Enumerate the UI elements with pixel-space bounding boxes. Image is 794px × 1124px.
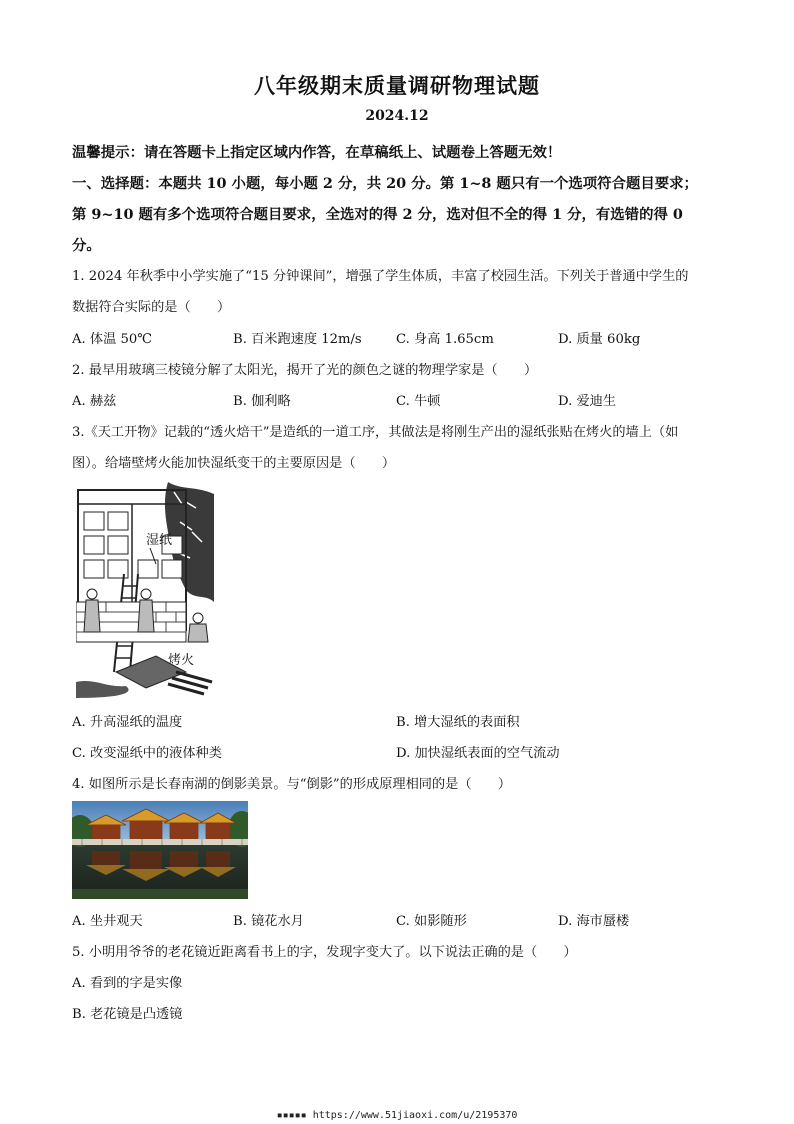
section-heading-line-1: 一、选择题：本题共 10 小题，每小题 2 分，共 20 分。第 1~8 题只有一个选项符合题目要求； (72, 175, 698, 192)
paper-drying-illustration (76, 482, 216, 698)
lake-reflection-photo (72, 801, 248, 899)
footer-url[interactable]: ▪▪▪▪▪ https://www.51jiaoxi.com/u/2195370 (276, 1110, 518, 1121)
q2-option-a: A. 赫兹 (72, 394, 117, 409)
q2-option-d: D. 爱迪生 (558, 394, 617, 409)
question-3-line-2: 图）。给墙壁烤火能加快湿纸变干的主要原因是（ ） (72, 456, 396, 471)
page-title: 八年级期末质量调研物理试题 (254, 73, 540, 98)
question-4-line-1: 4. 如图所示是长春南湖的倒影美景。与“倒影”的形成原理相同的是（ ） (72, 777, 512, 792)
q1-option-c: C. 身高 1.65cm (396, 332, 494, 347)
q1-option-a: A. 体温 50℃ (72, 332, 153, 347)
exam-date: 2024.12 (365, 108, 429, 124)
q3-option-b: B. 增大湿纸的表面积 (396, 715, 520, 730)
notice: 温馨提示：请在答题卡上指定区域内作答，在草稿纸上、试题卷上答题无效！ (72, 144, 562, 161)
q1-option-d: D. 质量 60kg (558, 332, 641, 347)
q5-option-b: B. 老花镜是凸透镜 (72, 1007, 183, 1022)
fire-label: 烤火 (168, 653, 195, 668)
q4-option-c: C. 如影随形 (396, 914, 467, 929)
question-1-line-2: 数据符合实际的是（ ） (72, 300, 231, 315)
q2-option-c: C. 牛顿 (396, 394, 441, 409)
question-3-line-1: 3.《天工开物》记载的“透火焙干”是造纸的一道工序，其做法是将刚生产出的湿纸张贴在烤火的墙上（如 (72, 425, 679, 440)
q4-option-a: A. 坐井观天 (72, 914, 143, 929)
q4-option-d: D. 海市蜃楼 (558, 914, 630, 929)
q3-option-c: C. 改变湿纸中的液体种类 (72, 746, 222, 761)
q2-option-b: B. 伽利略 (233, 394, 291, 409)
section-heading-line-2: 第 9~10 题有多个选项符合题目要求，全选对的得 2 分，选对但不全的得 1 分，有选错的得 0 (72, 206, 683, 223)
q4-option-b: B. 镜花水月 (233, 914, 304, 929)
wet-paper-label: 湿纸 (146, 533, 173, 548)
question-1-line-1: 1. 2024 年秋季中小学实施了“15 分钟课间”，增强了学生体质，丰富了校园生活。下列关于普通中学生的 (72, 269, 689, 284)
q3-option-a: A. 升高湿纸的温度 (72, 715, 183, 730)
question-5-line-1: 5. 小明用爷爷的老花镜近距离看书上的字，发现字变大了。以下说法正确的是（ ） (72, 945, 577, 960)
q5-option-a: A. 看到的字是实像 (72, 976, 183, 991)
q3-option-d: D. 加快湿纸表面的空气流动 (396, 746, 560, 761)
q1-option-b: B. 百米跑速度 12m/s (233, 332, 362, 347)
question-2-line-1: 2. 最早用玻璃三棱镜分解了太阳光，揭开了光的颜色之谜的物理学家是（ ） (72, 363, 538, 378)
section-heading-line-3: 分。 (72, 237, 101, 254)
